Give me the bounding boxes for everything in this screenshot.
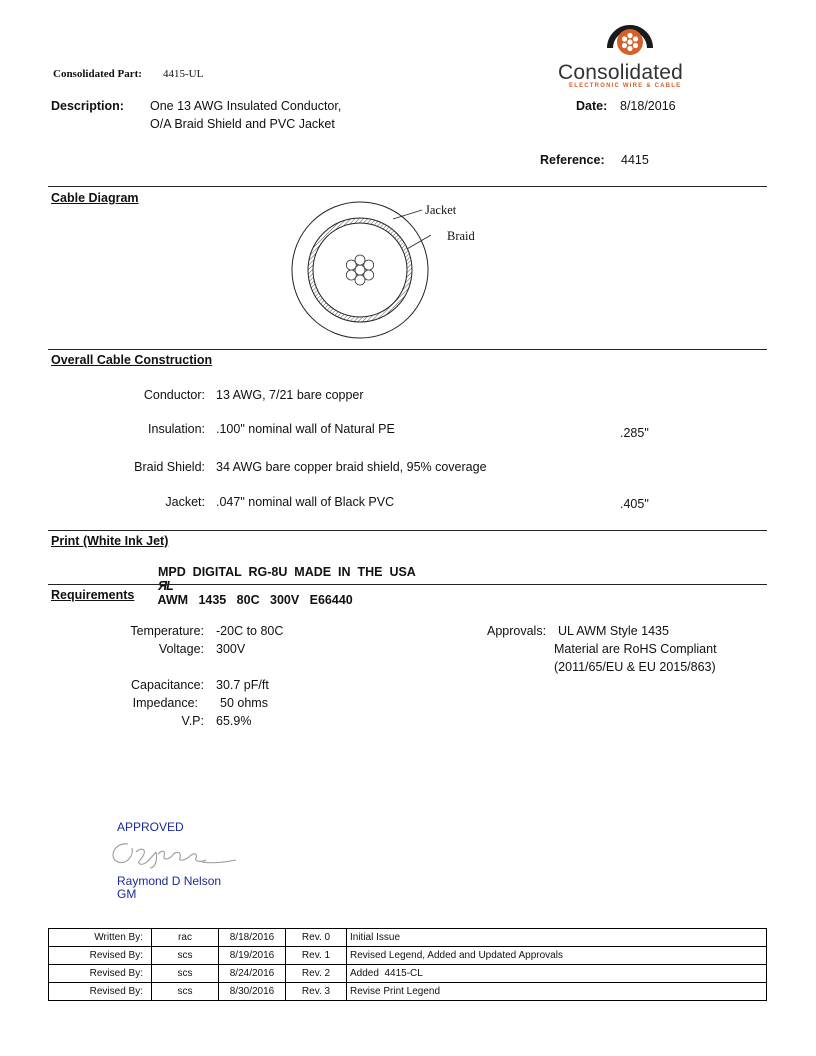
print-heading: Print (White Ink Jet)	[51, 534, 169, 548]
revision-note: Added 4415-CL	[347, 965, 767, 983]
requirements-heading: Requirements	[51, 588, 135, 602]
approver-title: GM	[117, 887, 137, 901]
signature-image	[106, 838, 240, 870]
vp-value: 65.9%	[216, 714, 252, 728]
date-label: Date:	[576, 99, 608, 113]
company-logo-icon	[605, 18, 655, 62]
jacket-value: .047" nominal wall of Black PVC	[216, 495, 395, 509]
description-label: Description:	[51, 99, 124, 113]
approvals-line1: UL AWM Style 1435	[558, 624, 669, 638]
construction-heading: Overall Cable Construction	[51, 353, 213, 367]
revision-number: Rev. 1	[286, 947, 347, 965]
description-line2: O/A Braid Shield and PVC Jacket	[150, 117, 335, 131]
braid-shield-label: Braid Shield:	[134, 460, 205, 474]
table-row	[49, 983, 767, 1001]
revision-number: Rev. 3	[286, 983, 347, 1001]
revision-date: 8/19/2016	[219, 947, 286, 965]
jacket-diameter: .405"	[620, 497, 649, 511]
revision-number: Rev. 2	[286, 965, 347, 983]
revision-note: Revised Legend, Added and Updated Approvals	[347, 947, 767, 965]
revision-author: scs	[152, 983, 219, 1001]
revision-author: scs	[152, 965, 219, 983]
vp-label: V.P:	[181, 714, 204, 728]
braid-callout-label: Braid	[447, 229, 475, 243]
conductor-label: Conductor:	[143, 388, 205, 402]
revision-author: rac	[152, 929, 219, 947]
divider	[48, 349, 767, 350]
temperature-label: Temperature:	[130, 624, 204, 638]
part-label: Consolidated Part:	[53, 68, 142, 80]
divider	[48, 186, 767, 187]
print-legend-part1: MPD DIGITAL RG-8U MADE IN THE USA	[157, 565, 416, 579]
jacket-callout-label: Jacket	[425, 203, 457, 217]
temperature-value: -20C to 80C	[216, 624, 284, 638]
insulation-label: Insulation:	[148, 422, 205, 436]
approved-stamp: APPROVED	[117, 820, 184, 834]
revision-role: Revised By:	[49, 947, 152, 965]
impedance-label: Impedance:	[132, 696, 198, 710]
table-row	[49, 929, 767, 947]
approvals-label: Approvals:	[487, 624, 547, 638]
revision-note: Revise Print Legend	[347, 983, 767, 1001]
impedance-value: 50 ohms	[220, 696, 268, 710]
reference-value: 4415	[621, 153, 649, 167]
part-value: 4415-UL	[163, 68, 204, 80]
print-legend-part2: AWM 1435 80C 300V E66440	[157, 593, 353, 607]
approver-name: Raymond D Nelson	[117, 874, 222, 888]
voltage-label: Voltage:	[158, 642, 204, 656]
braid-shield-value: 34 AWG bare copper braid shield, 95% coverage	[216, 460, 487, 474]
voltage-value: 300V	[216, 642, 246, 656]
capacitance-label: Capacitance:	[131, 678, 204, 692]
divider	[48, 584, 767, 585]
date-value: 8/18/2016	[620, 99, 676, 113]
revision-role: Revised By:	[49, 965, 152, 983]
revision-role: Revised By:	[49, 983, 152, 1001]
reference-label: Reference:	[540, 153, 605, 167]
capacitance-value: 30.7 pF/ft	[216, 678, 269, 692]
description-line1: One 13 AWG Insulated Conductor,	[150, 99, 342, 113]
jacket-label: Jacket:	[165, 495, 205, 509]
revision-number: Rev. 0	[286, 929, 347, 947]
approvals-line2: Material are RoHS Compliant	[554, 642, 717, 656]
print-legend	[151, 551, 416, 607]
revision-note: Initial Issue	[347, 929, 767, 947]
company-name: Consolidated	[558, 61, 683, 84]
revision-author: scs	[152, 947, 219, 965]
revision-history-table	[48, 928, 767, 1001]
revision-role: Written By:	[49, 929, 152, 947]
revision-date: 8/30/2016	[219, 983, 286, 1001]
table-row	[49, 965, 767, 983]
cable-diagram-heading: Cable Diagram	[51, 191, 139, 205]
revision-date: 8/24/2016	[219, 965, 286, 983]
table-row	[49, 947, 767, 965]
approvals-line3: (2011/65/EU & EU 2015/863)	[554, 660, 716, 674]
divider	[48, 530, 767, 531]
insulation-diameter: .285"	[620, 426, 649, 440]
insulation-value: .100" nominal wall of Natural PE	[216, 422, 395, 436]
company-tagline: ELECTRONIC WIRE & CABLE	[569, 83, 682, 89]
conductor-value: 13 AWG, 7/21 bare copper	[216, 388, 364, 402]
ul-recognized-mark-icon: ЯL	[157, 579, 173, 593]
revision-date: 8/18/2016	[219, 929, 286, 947]
